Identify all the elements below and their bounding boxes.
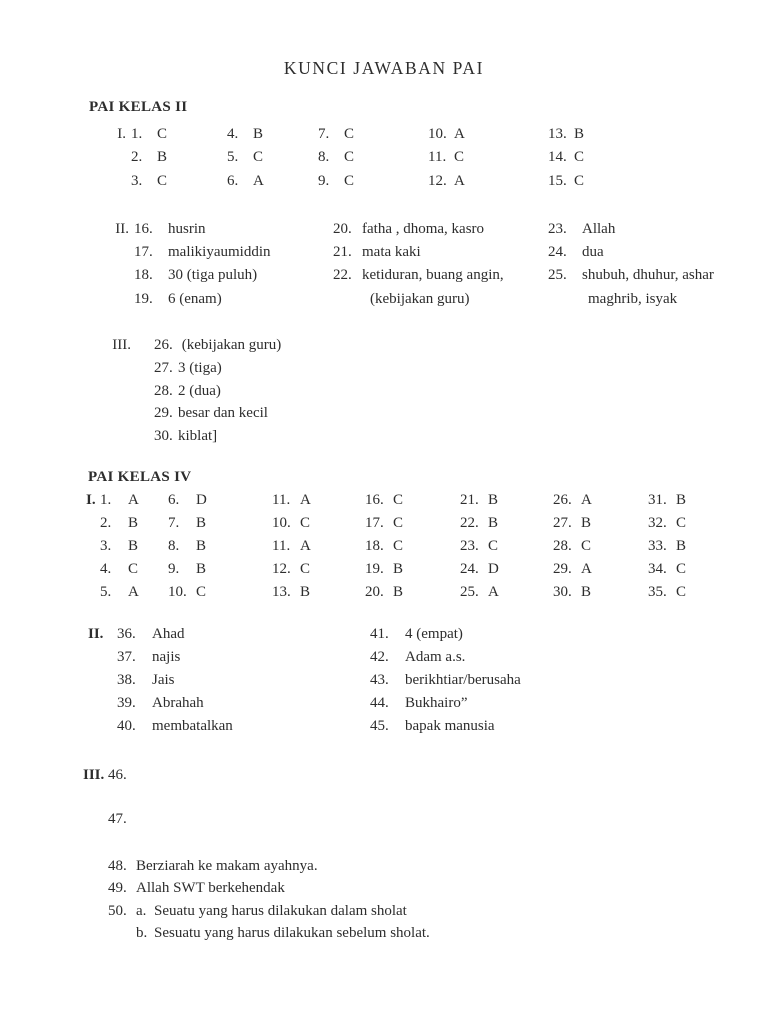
answer-cell [100,489,168,512]
answer-cell [648,581,718,604]
answer-cell [318,146,428,169]
answer-value: A [128,492,139,508]
question-number: 44. [370,694,389,711]
question-number: 12. [272,560,291,577]
answer-line [370,669,521,692]
answer-line [108,808,430,830]
answer-cell [548,170,648,193]
answer-cell [553,512,648,535]
answer-value: Bukhairo” [405,694,468,711]
section-heading-kelas2: PAI KELAS II [89,99,188,115]
question-number: 37. [117,648,136,665]
question-number: 30. [154,428,173,445]
answer-value: C [300,560,311,577]
answer-cell [553,558,648,581]
answer-value: B [196,537,207,554]
question-number: 16. [365,492,384,508]
answer-line [117,692,233,715]
question-number: 1. [131,126,143,142]
answer-line [548,264,714,287]
answer-value: C [253,149,264,166]
answer-value: A [581,560,592,577]
document-title: KUNCI JAWABAN PAI [283,58,485,78]
question-number: 11. [272,492,291,508]
question-number: 6. [168,492,180,508]
question-number: 28. [154,382,173,399]
answer-line [117,669,233,692]
question-number: 35. [648,583,667,600]
answer-line [333,264,504,287]
answer-cell [227,123,318,146]
roman-numeral-part2: II. [115,221,129,237]
question-number: 25. [460,583,479,600]
question-number: 7. [318,126,330,142]
answer-cell [100,558,168,581]
answer-value: C [574,149,585,166]
answer-value: 2 (dua) [178,382,221,399]
question-number: 14. [548,149,567,166]
answer-value: 3 (tiga) [178,359,222,376]
answer-value: B [196,514,207,531]
roman-numeral-part1: I. [117,126,126,142]
question-number: 27. [154,359,173,376]
question-number: 47. [108,811,127,828]
answer-value: fatha , dhoma, kasro [362,221,485,237]
answer-value: 4 (empat) [405,626,463,642]
roman-numeral-part3: III. [112,337,131,353]
question-number: 19. [134,290,153,307]
answer-value: (kebijakan guru) [370,290,470,307]
answer-cell [428,146,548,169]
answer-value: C [676,583,687,600]
answer-line [134,288,271,311]
question-number: 43. [370,671,389,688]
answer-value: 30 (tiga puluh) [168,267,258,284]
answer-line [117,646,233,669]
answer-cell [553,535,648,558]
sub-letter: a. [136,902,147,919]
question-number: 46. [108,767,127,783]
question-number: 17. [134,244,153,261]
answer-value: C [344,149,355,166]
answer-value: C [300,514,311,531]
question-number: 18. [134,267,153,284]
answer-value: maghrib, isyak [588,290,678,307]
question-number: 15. [548,172,567,189]
answer-line [333,288,504,311]
question-number: 23. [548,221,567,237]
answer-value: C [581,537,592,554]
question-number: 28. [553,537,572,554]
answer-cell [168,558,272,581]
answer-value: C [676,560,687,577]
answer-cell [318,170,428,193]
answer-line [108,900,430,922]
answer-cell [272,535,365,558]
question-number: 8. [168,537,180,554]
answer-cell [460,512,553,535]
answer-cell [365,535,460,558]
answer-line [154,357,281,380]
answer-column [154,334,281,448]
answer-cell [548,123,648,146]
answer-value: A [488,583,499,600]
answer-value: B [196,560,207,577]
answer-value: kiblat] [178,428,218,445]
answer-value: C [344,172,355,189]
question-number: 8. [318,149,330,166]
answer-value: 6 (enam) [168,290,222,307]
answer-value: Jais [152,671,175,688]
answer-line [370,715,521,738]
answer-value: B [676,492,687,508]
answer-value: C [157,172,168,189]
answer-value: B [393,583,404,600]
question-number: 45. [370,717,389,734]
answer-line [154,402,281,425]
answer-value: shubuh, dhuhur, ashar [582,267,714,284]
question-number: 30. [553,583,572,600]
question-number: 27. [553,514,572,531]
answer-cell [460,535,553,558]
answer-value: besar dan kecil [178,405,268,422]
answer-value: (kebijakan guru) [178,337,282,353]
answer-cell [272,581,365,604]
question-number: 24. [548,244,567,261]
question-number: 10. [428,126,447,142]
answer-value: Sesuatu yang harus dilakukan sebelum sholat. [154,925,430,942]
answer-value: B [393,560,404,577]
answer-cell [100,512,168,535]
question-number: 29. [154,405,173,422]
answer-cell [460,581,553,604]
answer-value: Ahad [152,626,185,642]
answer-line [108,877,430,899]
answer-value: B [488,492,499,508]
question-number: 9. [318,172,330,189]
question-number: 48. [108,857,127,874]
question-number: 50. [108,902,127,919]
question-number: 24. [460,560,479,577]
answer-cell [100,535,168,558]
answer-value: Allah [582,221,616,237]
question-number: 49. [108,880,127,897]
answer-line [333,241,504,264]
question-number: 3. [100,537,112,554]
answer-cell [272,489,365,512]
question-number: 34. [648,560,667,577]
answer-value: A [454,172,465,189]
answer-value: ketiduran, buang angin, [362,267,504,284]
answer-cell [365,489,460,512]
answer-cell [548,146,648,169]
answer-cell [460,489,553,512]
question-number: 1. [100,492,112,508]
answer-value: Allah SWT berkehendak [136,880,285,897]
answer-cell [365,558,460,581]
question-number: 17. [365,514,384,531]
answer-value: C [676,514,687,531]
answer-cell [272,512,365,535]
answer-value: C [344,126,355,142]
question-number: 40. [117,717,136,734]
answer-value: C [128,560,139,577]
question-number: 21. [460,492,479,508]
question-number: 2. [131,149,143,166]
question-number: 9. [168,560,180,577]
answer-cell [318,123,428,146]
question-number: 42. [370,648,389,665]
answer-value: A [253,172,264,189]
answer-value: Adam a.s. [405,648,466,665]
answer-value: husrin [168,221,206,237]
answer-value: C [574,172,585,189]
answer-line [548,288,714,311]
answer-line [134,264,271,287]
answer-line [154,334,281,357]
answer-cell [100,581,168,604]
question-number: 18. [365,537,384,554]
question-number: 38. [117,671,136,688]
answer-value: D [196,492,207,508]
answer-value: C [196,583,207,600]
question-number: 26. [154,337,173,353]
answer-value: B [581,514,592,531]
answer-cell [131,123,227,146]
question-number: 41. [370,626,389,642]
roman-numeral-part3: III. [83,767,105,783]
answer-value: najis [152,648,181,665]
answer-value: B [488,514,499,531]
question-number: 26. [553,492,572,508]
question-number: 13. [272,583,291,600]
answer-line [117,623,233,646]
roman-numeral-part2: II. [88,626,104,642]
question-number: 11. [272,537,291,554]
answer-column [108,764,430,944]
answer-cell [168,512,272,535]
answer-grid-kelas2-part1 [131,123,648,193]
answer-cell [428,170,548,193]
answer-value: C [454,149,465,166]
answer-line [134,241,271,264]
answer-cell [648,535,718,558]
answer-column [548,218,714,311]
answer-line [108,922,430,944]
question-number: 4. [227,126,239,142]
answer-value: dua [582,244,604,261]
question-number: 19. [365,560,384,577]
answer-cell [648,558,718,581]
answer-line [548,218,714,241]
answer-cell [168,489,272,512]
answer-column [370,623,521,738]
question-number: 6. [227,172,239,189]
answer-value: berikhtiar/berusaha [405,671,521,688]
answer-grid-kelas4-part1 [100,489,718,604]
answer-cell [365,512,460,535]
question-number: 23. [460,537,479,554]
answer-value: A [454,126,465,142]
answer-column [117,623,233,738]
answer-value: B [128,537,139,554]
question-number: 16. [134,221,153,237]
question-number: 10. [272,514,291,531]
answer-cell [648,512,718,535]
answer-value: C [393,492,404,508]
question-number: 13. [548,126,567,142]
answer-line [370,623,521,646]
question-number: 12. [428,172,447,189]
answer-value: membatalkan [152,717,233,734]
question-number: 33. [648,537,667,554]
answer-column [134,218,271,311]
question-number: 5. [100,583,112,600]
answer-line [548,241,714,264]
answer-value: malikiyaumiddin [168,244,271,261]
question-number: 20. [333,221,352,237]
answer-value: C [488,537,499,554]
answer-line [333,218,504,241]
answer-value: B [253,126,264,142]
answer-cell [648,489,718,512]
question-number: 39. [117,694,136,711]
answer-column [333,218,504,311]
answer-value: C [393,514,404,531]
answer-value: B [676,537,687,554]
question-number: 3. [131,172,143,189]
question-number: 32. [648,514,667,531]
question-number: 36. [117,626,136,642]
question-number: 21. [333,244,352,261]
answer-cell [168,581,272,604]
answer-line [370,692,521,715]
answer-value: bapak manusia [405,717,495,734]
answer-cell [131,170,227,193]
section-heading-kelas4: PAI KELAS IV [88,469,192,485]
question-number: 7. [168,514,180,531]
answer-cell [365,581,460,604]
answer-value: A [581,492,592,508]
answer-value: Abrahah [152,694,204,711]
sub-letter: b. [136,925,148,942]
answer-cell [428,123,548,146]
answer-cell [227,146,318,169]
answer-value: C [157,126,168,142]
answer-value: B [300,583,311,600]
question-number: 5. [227,149,239,166]
answer-value: A [300,537,311,554]
question-number: 29. [553,560,572,577]
answer-value: D [488,560,499,577]
answer-cell [553,489,648,512]
question-number: 20. [365,583,384,600]
answer-line [370,646,521,669]
question-number: 10. [168,583,187,600]
answer-line [154,425,281,448]
answer-value: C [393,537,404,554]
question-number: 25. [548,267,567,284]
question-number: 31. [648,492,667,508]
answer-cell [272,558,365,581]
answer-value: Berziarah ke makam ayahnya. [136,857,318,874]
answer-value: B [574,126,585,142]
question-number: 22. [460,514,479,531]
answer-value: A [300,492,311,508]
answer-cell [460,558,553,581]
answer-value: B [157,149,168,166]
answer-value: Seuatu yang harus dilakukan dalam sholat [154,902,407,919]
question-number: 2. [100,514,112,531]
answer-cell [131,146,227,169]
answer-line [154,380,281,403]
answer-value: A [128,583,139,600]
answer-line [134,218,271,241]
question-number: 11. [428,149,447,166]
answer-value: B [581,583,592,600]
answer-value: B [128,514,139,531]
answer-cell [553,581,648,604]
answer-cell [227,170,318,193]
question-number: 22. [333,267,352,284]
answer-line [108,855,430,877]
question-number: 4. [100,560,112,577]
roman-numeral-part1: I. [86,492,96,508]
answer-value: mata kaki [362,244,421,261]
answer-line [108,764,430,786]
answer-line [117,715,233,738]
answer-cell [168,535,272,558]
